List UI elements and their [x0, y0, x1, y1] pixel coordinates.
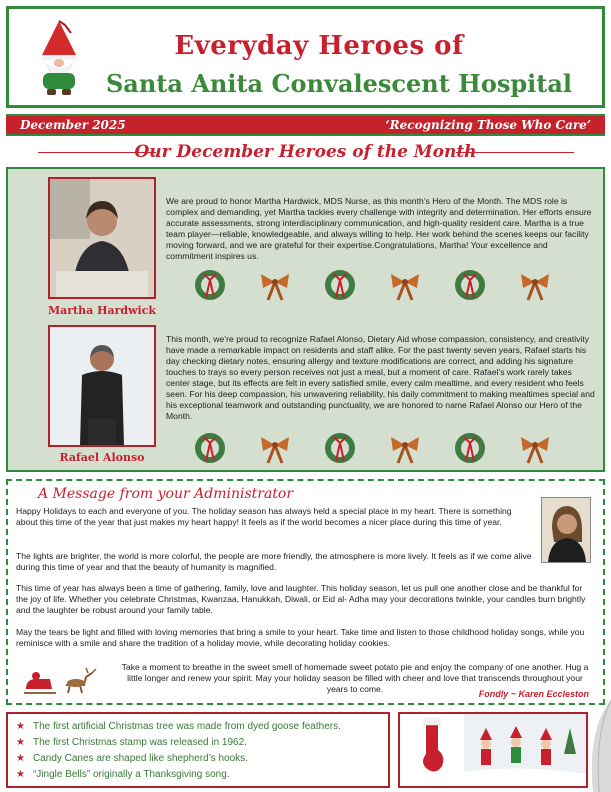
hero1-decorations [193, 268, 573, 302]
hero2-description: This month, we’re proud to recognize Rafael Alonso, Dietary Aid whose compassion, consistency, and creativity have made a remarkable impact on residents and staff alike. For the past twenty seven years, Rafael starts his day checking dietary notes, ensuring allergy and texture modifications are correct, and adding his signature touches to trays so every person receives not just a meal, but a moment of care. Rafael’s work rarely takes center stage, but its effects are felt in every satisfied smile, every calm mealtime, and every resident who feels seen. For his deep compassion, his unwavering reliability, his daily commitment to making mealtimes special and his exceptional teamwork and outstanding punctuality, we are honored to name Rafael Alonso our Hero of the Month. [166, 334, 595, 421]
issue-tagline: ‘Recognizing Those Who Care’ [385, 118, 591, 132]
fact-text: “Jingle Bells” originally a Thanksgiving song. [32, 769, 230, 780]
star-icon: ★ [16, 737, 25, 748]
admin-paragraph: Happy Holidays to each and everyone of you. The holiday season has always held a special place in my heart. There is something about this time of the year that just makes my heart happy! It feels as if the world becomes a nicer place during this time of year. [16, 506, 512, 527]
sleigh-icon [22, 667, 110, 697]
issue-banner [6, 114, 605, 136]
bow-icon [518, 431, 552, 465]
wreath-icon [193, 268, 227, 302]
star-icon: ★ [16, 721, 25, 732]
wreath-icon [323, 268, 357, 302]
fact-text: Candy Canes are shaped like shepherd’s hooks. [32, 753, 248, 764]
bow-icon [258, 268, 292, 302]
wreath-icon [193, 431, 227, 465]
fact-text: The first artificial Christmas tree was made from dyed goose feathers. [32, 721, 341, 732]
bow-icon [388, 431, 422, 465]
heroes-heading: Our December Heroes of the Month [134, 142, 477, 162]
fact-item [16, 721, 341, 732]
holiday-images [398, 712, 588, 788]
admin-message-title: A Message from your Administrator [38, 486, 294, 502]
wreath-icon [453, 431, 487, 465]
admin-paragraph: May the tears be light and filled with loving memories that bring a smile to your heart. Take time and listen to those childhood holiday songs, while you reminisce with a smile and share the tradition of a holiday movie, while decorating holiday cookies. [16, 627, 585, 648]
wreath-icon [453, 268, 487, 302]
hero2-photo [48, 325, 156, 447]
gnome-icon [31, 19, 87, 97]
hero2-name: Rafael Alonso [59, 451, 145, 464]
newsletter-title-line1: Everyday Heroes of [174, 31, 464, 61]
person-icon [50, 327, 154, 445]
newsletter-header [6, 6, 605, 108]
person-icon [542, 498, 590, 562]
heroes-section [6, 167, 605, 472]
admin-signature: Fondly ~ Karen Eccleston [478, 689, 589, 699]
admin-paragraph: Take a moment to breathe in the sweet smell of homemade sweet potato pie and enjoy the company of one another. Hug a little longer and renew your spirit. May your holiday season be filled with cheer and love that transcends throughout your years to come. [121, 662, 589, 694]
person-icon [50, 179, 154, 297]
star-icon: ★ [16, 769, 25, 780]
administrator-photo [541, 497, 591, 563]
fun-facts [6, 712, 390, 788]
bow-icon [518, 268, 552, 302]
wreath-icon [323, 431, 357, 465]
administrator-message [6, 479, 605, 705]
hero1-name: Martha Hardwick [47, 304, 157, 317]
holiday-illustration [400, 714, 586, 786]
hero1-photo [48, 177, 156, 299]
hero2-decorations [193, 431, 573, 465]
newsletter-title-line2: Santa Anita Convalescent Hospital [105, 69, 573, 98]
fact-item [16, 753, 248, 764]
fact-item [16, 769, 230, 780]
admin-paragraph: The lights are brighter, the world is more colorful, the people are more friendly, the atmosphere is more lively. It feels as if we come alive during this time of year and that the beauty of humanity is magnified. [16, 551, 532, 572]
admin-paragraph: This time of year has always been a time of gathering, family, love and laughter. This holiday season, let us pull one another close and be thankful for the joy of life. Whether you celebrate Christmas, Kwanzaa, Hanukkah, Diwali, or Eid al- Adha may your decorations twinkle, your candles burn brightly and the laughter be robust around your family table. [16, 583, 586, 615]
fact-item [16, 737, 247, 748]
bow-icon [258, 431, 292, 465]
fact-text: The first Christmas stamp was released in 1962. [32, 737, 247, 748]
hero1-description: We are proud to honor Martha Hardwick, MDS Nurse, as this month’s Hero of the Month. The MDS role is complex and demanding, yet Martha tackles every challenge with integrity and determination. Her efforts ensure accurate assessments, strong interdisciplinary communication, and high-quality resident care. Martha is a true team player—reliable, knowledgeable, and always willing to help. Her work behind the scenes keeps our facility moving forward, and we are grateful for their expertise.Congratulations, Martha! Your excellence and commitment inspires us. [166, 196, 592, 261]
issue-date: December 2025 [20, 118, 126, 132]
bow-icon [388, 268, 422, 302]
star-icon: ★ [16, 753, 25, 764]
